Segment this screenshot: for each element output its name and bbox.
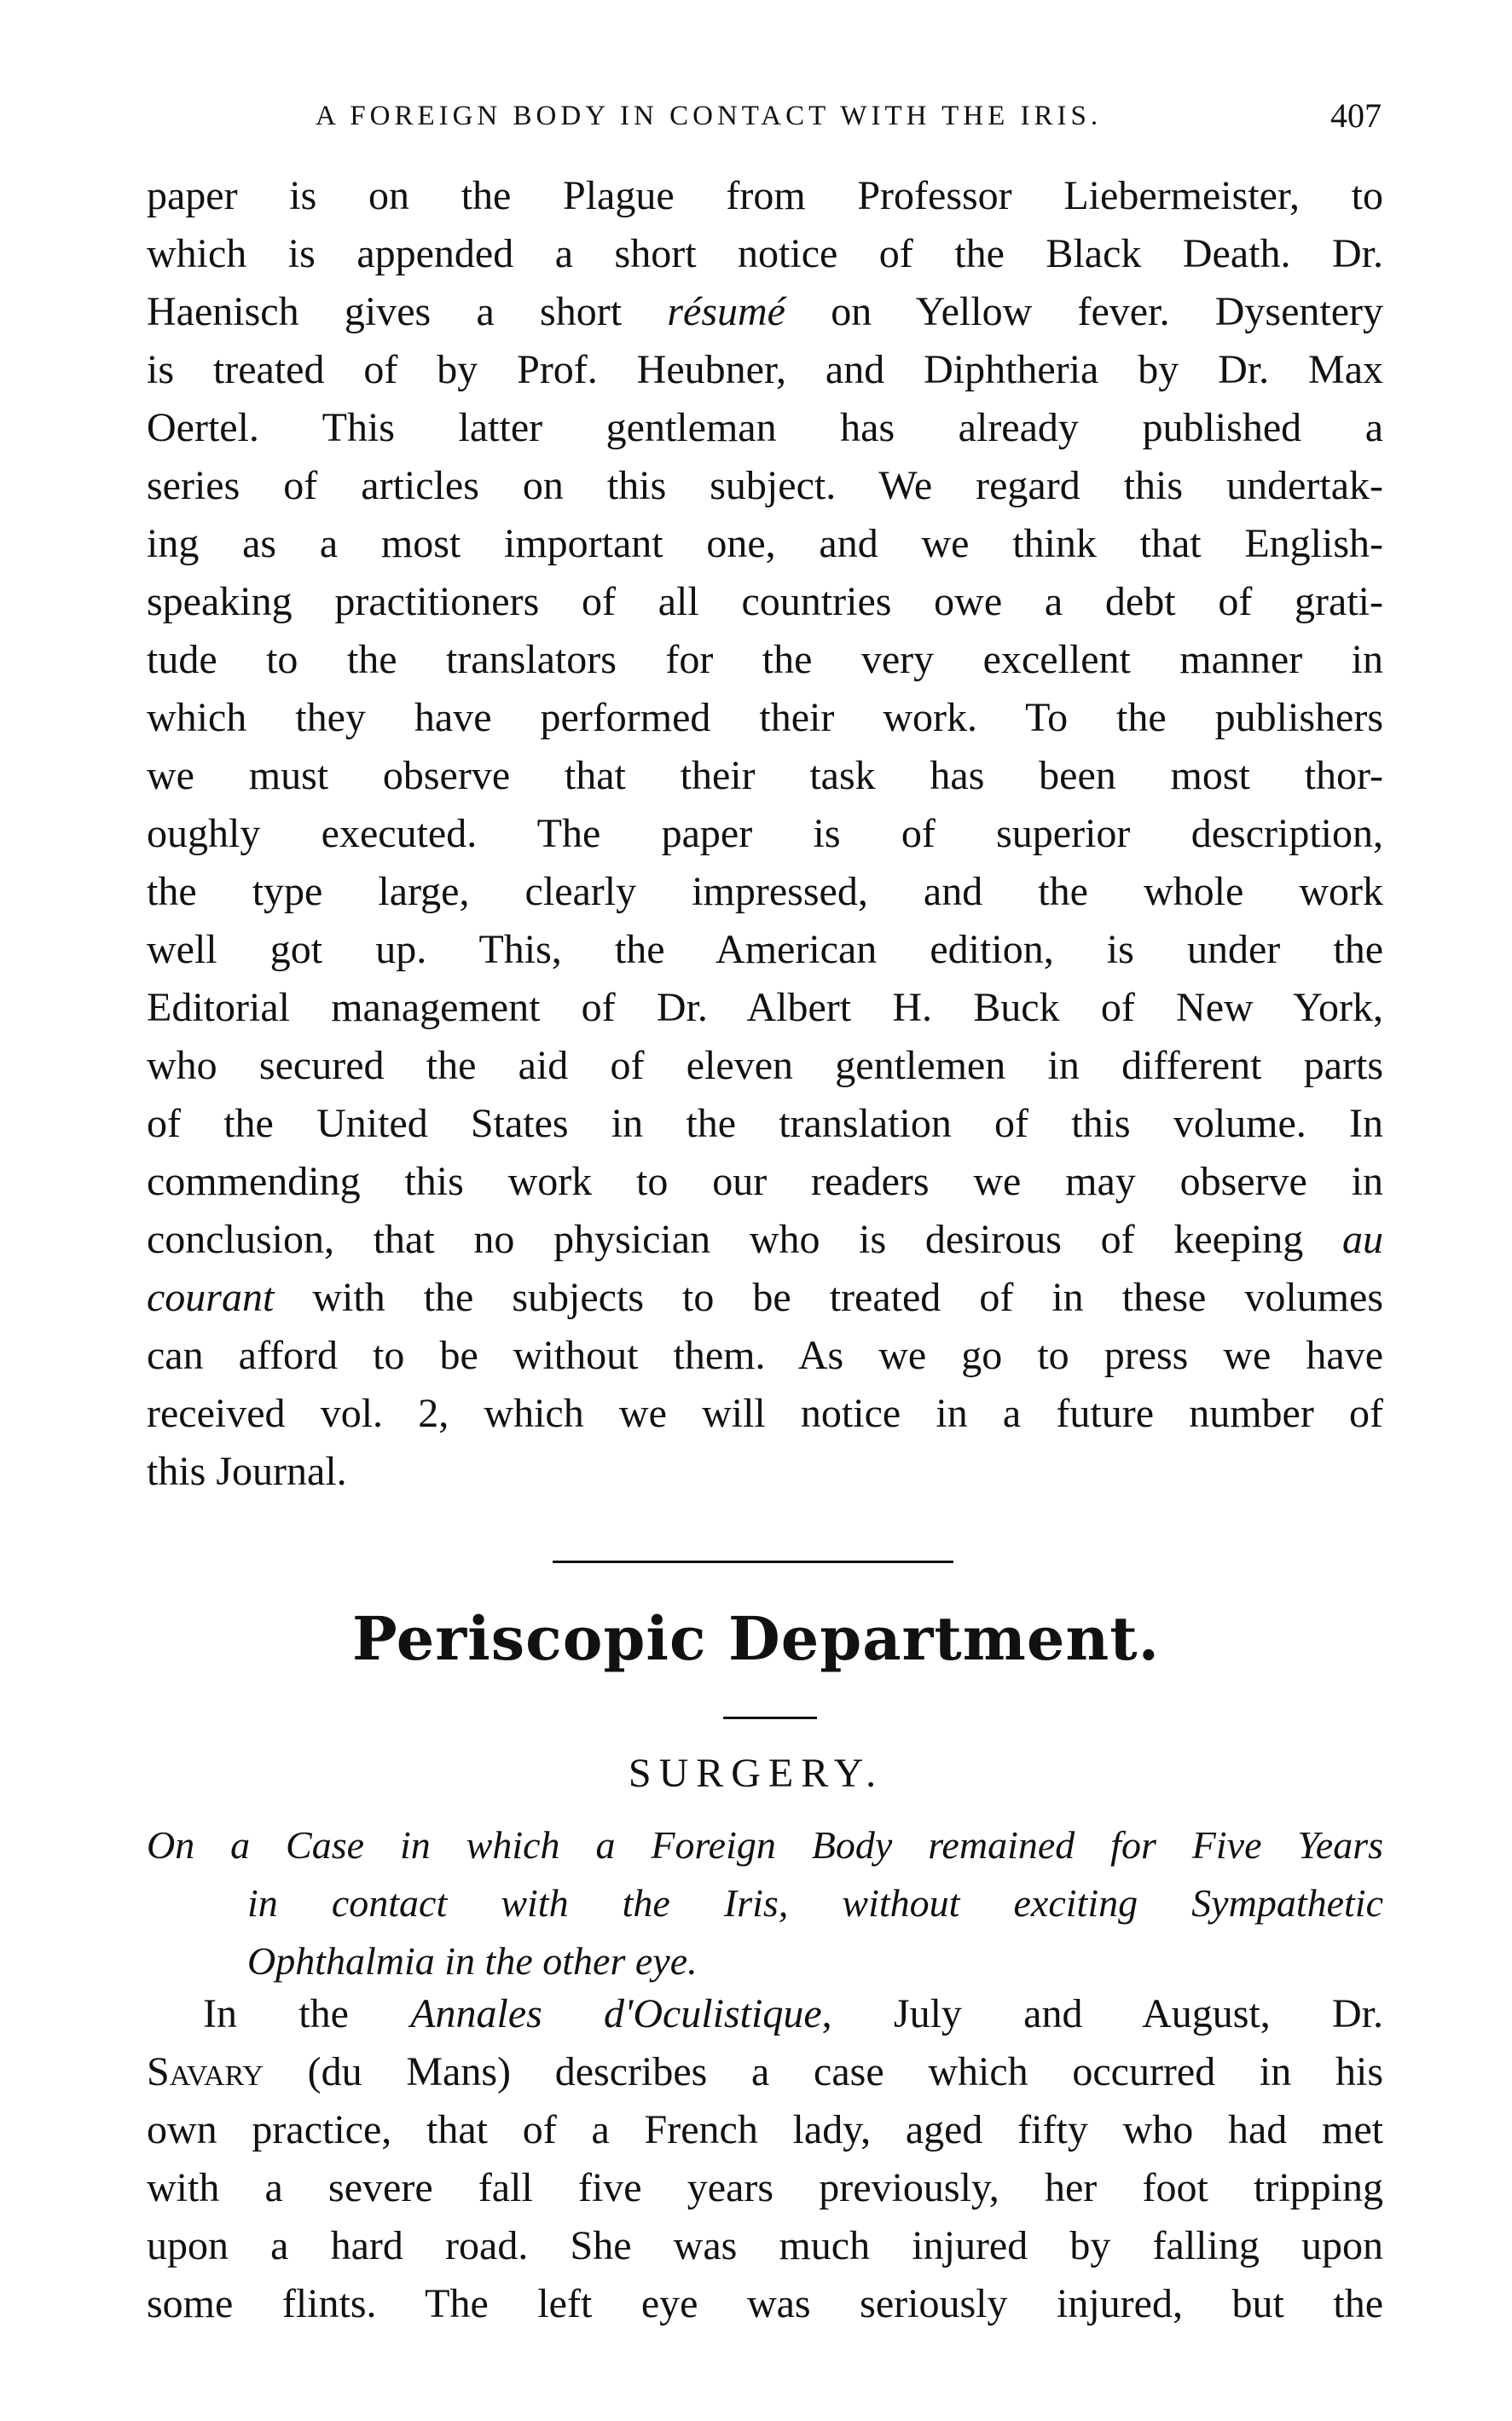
text-line: Editorial management of Dr. Albert H. Buck of New York, bbox=[147, 985, 1383, 1030]
text-line: of the United States in the translation of this volume. In bbox=[147, 1101, 1383, 1146]
text-line: which they have performed their work. To the publishers bbox=[147, 695, 1383, 740]
text-line: we must observe that their task has been most thor- bbox=[147, 753, 1383, 798]
article-title bbox=[147, 1816, 1383, 1990]
title-line: Ophthalmia in the other eye. bbox=[247, 1939, 698, 1983]
italic-term: au bbox=[1342, 1217, 1383, 1262]
text-line: Haenisch gives a short résumé on Yellow fever. Dysentery bbox=[147, 289, 1383, 334]
text-line: tude to the translators for the very excellent manner in bbox=[147, 637, 1383, 682]
section-heading: SURGERY. bbox=[628, 1751, 884, 1796]
text-line: own practice, that of a French lady, aged fifty who had met bbox=[147, 2107, 1383, 2152]
text-line: can afford to be without them. As we go to press we have bbox=[147, 1333, 1383, 1378]
title-line: in contact with the Iris, without exciting Sympathetic bbox=[247, 1881, 1383, 1925]
italic-term: résumé bbox=[667, 289, 785, 334]
text-line: which is appended a short notice of the Black Death. Dr. bbox=[147, 231, 1383, 276]
text-line: this Journal. bbox=[147, 1449, 347, 1494]
author-name: Savary bbox=[147, 2049, 264, 2094]
text-line: some flints. The left eye was seriously injured, but the bbox=[147, 2281, 1383, 2326]
text-line: oughly executed. The paper is of superior description, bbox=[147, 811, 1383, 856]
text-line: Savary (du Mans) describes a case which occurred in his bbox=[147, 2049, 1383, 2094]
text-line: speaking practitioners of all countries owe a debt of grati- bbox=[147, 579, 1383, 624]
text-line: received vol. 2, which we will notice in a future number of bbox=[147, 1391, 1383, 1436]
text-line: the type large, clearly impressed, and the whole work bbox=[147, 869, 1383, 914]
text-line: is treated of by Prof. Heubner, and Diphtheria by Dr. Max bbox=[147, 347, 1383, 392]
text-line: who secured the aid of eleven gentlemen in different parts bbox=[147, 1043, 1383, 1088]
text-line: ing as a most important one, and we think that English- bbox=[147, 521, 1383, 566]
text-line: commending this work to our readers we may observe in bbox=[147, 1159, 1383, 1204]
text-line: Oertel. This latter gentleman has already published a bbox=[147, 405, 1383, 450]
text-line: courant with the subjects to be treated of in these volumes bbox=[147, 1275, 1383, 1320]
book-review-paragraph bbox=[147, 167, 1383, 1501]
title-line: On a Case in which a Foreign Body remained for Five Years bbox=[147, 1823, 1383, 1867]
text-line: series of articles on this subject. We regard this undertak- bbox=[147, 463, 1383, 508]
text-line: with a severe fall five years previously, her foot tripping bbox=[147, 2165, 1383, 2210]
title-rule bbox=[723, 1717, 817, 1719]
italic-term: Annales d'Oculistique bbox=[410, 1991, 822, 2036]
text-line: conclusion, that no physician who is desirous of keeping au bbox=[147, 1217, 1383, 1262]
italic-term: courant bbox=[147, 1275, 275, 1320]
text-line: upon a hard road. She was much injured by falling upon bbox=[147, 2223, 1383, 2268]
article-body-paragraph bbox=[147, 1985, 1383, 2333]
text-line: well got up. This, the American edition, is under the bbox=[147, 927, 1383, 972]
page-number: 407 bbox=[1330, 96, 1382, 135]
text-line: In the Annales d'Oculistique, July and August, Dr. bbox=[203, 1991, 1384, 2036]
text-line: paper is on the Plague from Professor Liebermeister, to bbox=[147, 173, 1383, 218]
running-head: A FOREIGN BODY IN CONTACT WITH THE IRIS. bbox=[316, 101, 1103, 131]
section-divider bbox=[553, 1561, 953, 1563]
department-title: Periscopic Department. bbox=[352, 1603, 1160, 1674]
page-header bbox=[154, 96, 1382, 147]
